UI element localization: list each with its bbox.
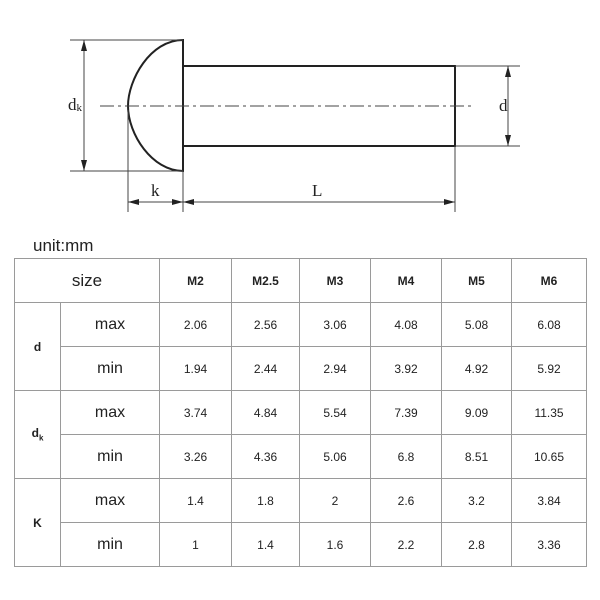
table-cell: 11.35 bbox=[512, 391, 587, 435]
table-cell: 1.94 bbox=[160, 347, 232, 391]
row-group-label-dk: $d_k$ bbox=[15, 391, 61, 479]
column-header: M3 bbox=[300, 259, 371, 303]
row-group-label-k: K bbox=[15, 479, 61, 567]
table-cell: 5.08 bbox=[442, 303, 512, 347]
table-row bbox=[15, 435, 587, 479]
column-header: M6 bbox=[512, 259, 587, 303]
table-cell: 3.2 bbox=[442, 479, 512, 523]
column-header: M4 bbox=[371, 259, 442, 303]
table-cell: 1.6 bbox=[300, 523, 371, 567]
row-sublabel: min bbox=[61, 347, 160, 391]
table-cell: 4.08 bbox=[371, 303, 442, 347]
table-cell: 2.94 bbox=[300, 347, 371, 391]
column-header: M5 bbox=[442, 259, 512, 303]
table-cell: 3.84 bbox=[512, 479, 587, 523]
table-cell: 2 bbox=[300, 479, 371, 523]
table-row bbox=[15, 347, 587, 391]
d-arrow-top bbox=[505, 66, 511, 77]
row-sublabel: max bbox=[61, 479, 160, 523]
k-arrow-right bbox=[172, 199, 183, 205]
dk-arrow-top bbox=[81, 40, 87, 51]
table-cell: 3.36 bbox=[512, 523, 587, 567]
table-cell: 4.92 bbox=[442, 347, 512, 391]
table-row bbox=[15, 391, 587, 435]
table-cell: 3.74 bbox=[160, 391, 232, 435]
table-cell: 3.92 bbox=[371, 347, 442, 391]
table-cell: 1.4 bbox=[160, 479, 232, 523]
row-sublabel: max bbox=[61, 391, 160, 435]
row-group-label-d: d bbox=[15, 303, 61, 391]
table-cell: 6.08 bbox=[512, 303, 587, 347]
dk-label: dk bbox=[68, 95, 82, 114]
table-cell: 2.06 bbox=[160, 303, 232, 347]
table-cell: 5.06 bbox=[300, 435, 371, 479]
k-label: k bbox=[151, 181, 160, 200]
dk-arrow-bottom bbox=[81, 160, 87, 171]
L-label: L bbox=[312, 181, 323, 200]
unit-label: unit:mm bbox=[33, 236, 94, 255]
column-header: M2 bbox=[160, 259, 232, 303]
rivet-dimension-drawing bbox=[0, 0, 600, 230]
d-label: d bbox=[499, 96, 508, 115]
spec-table bbox=[14, 258, 587, 567]
table-cell: 1 bbox=[160, 523, 232, 567]
size-header: size bbox=[15, 259, 160, 303]
table-cell: 7.39 bbox=[371, 391, 442, 435]
table-row bbox=[15, 303, 587, 347]
L-arrow-left bbox=[183, 199, 194, 205]
table-row bbox=[15, 523, 587, 567]
table-cell: 2.6 bbox=[371, 479, 442, 523]
table-cell: 2.44 bbox=[232, 347, 300, 391]
L-arrow-right bbox=[444, 199, 455, 205]
k-arrow-left bbox=[128, 199, 139, 205]
table-cell: 4.84 bbox=[232, 391, 300, 435]
table-cell: 1.8 bbox=[232, 479, 300, 523]
table-cell: 2.8 bbox=[442, 523, 512, 567]
table-cell: 5.92 bbox=[512, 347, 587, 391]
table-cell: 10.65 bbox=[512, 435, 587, 479]
table-cell: 3.26 bbox=[160, 435, 232, 479]
table-cell: 5.54 bbox=[300, 391, 371, 435]
table-cell: 9.09 bbox=[442, 391, 512, 435]
row-sublabel: min bbox=[61, 435, 160, 479]
table-cell: 3.06 bbox=[300, 303, 371, 347]
row-sublabel: max bbox=[61, 303, 160, 347]
table-cell: 8.51 bbox=[442, 435, 512, 479]
row-sublabel: min bbox=[61, 523, 160, 567]
table-cell: 4.36 bbox=[232, 435, 300, 479]
table-cell: 2.56 bbox=[232, 303, 300, 347]
table-cell: 1.4 bbox=[232, 523, 300, 567]
d-arrow-bottom bbox=[505, 135, 511, 146]
column-header: M2.5 bbox=[232, 259, 300, 303]
header-row bbox=[15, 259, 587, 303]
table-cell: 2.2 bbox=[371, 523, 442, 567]
table-row bbox=[15, 479, 587, 523]
table-cell: 6.8 bbox=[371, 435, 442, 479]
